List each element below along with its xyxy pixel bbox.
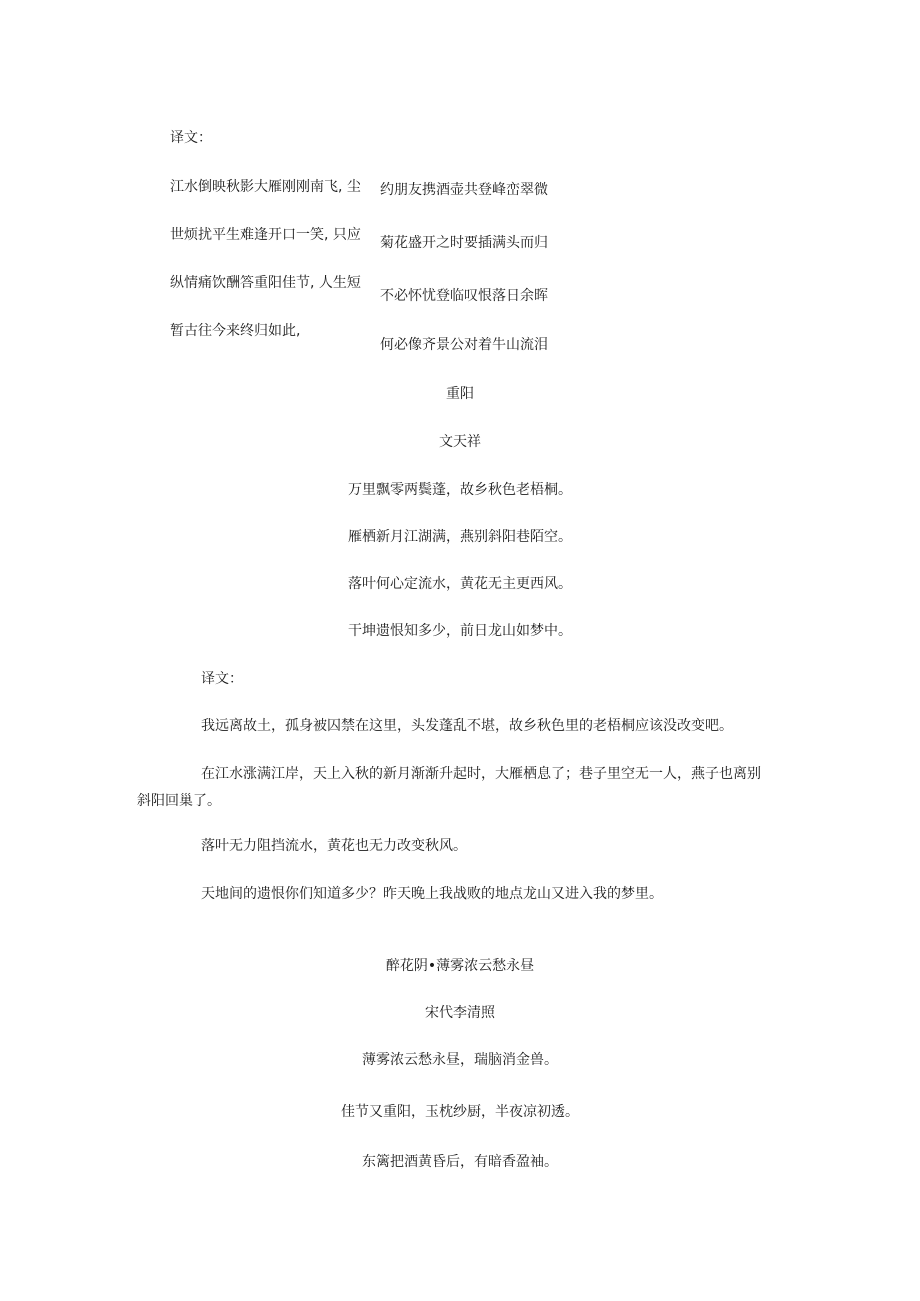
poem-title: 醉花阴•薄雾浓云愁永昼 [385,958,535,974]
poem-line: 干坤遗恨知多少，前日龙山如梦中。 [348,623,572,639]
poem-line: 雁栖新月江湖满，燕别斜阳巷陌空。 [348,529,572,545]
poem-line: 佳节又重阳，玉枕纱厨，半夜凉初透。 [341,1104,579,1120]
poem-line: 落叶何心定流水，黄花无主更西风。 [348,576,572,592]
translation-paragraph-continued: 斜阳回巢了。 [137,793,221,809]
translation-paragraph: 在江水涨满江岸，天上入秋的新月渐渐升起时，大雁栖息了；巷子里空无一人，燕子也离别 [201,766,761,782]
left-column-line: 江水倒映秋影大雁刚刚南飞, 尘 [170,179,361,195]
translation-paragraph: 天地间的遗恨你们知道多少？昨天晚上我战败的地点龙山又进入我的梦里。 [201,886,663,902]
translation-heading: 译文： [201,671,243,687]
right-column-line-clipped: 何必像齐景公对着牛山流泪 [380,337,548,353]
left-column-line: 纵情痛饮酬答重阳佳节, 人生短 [170,275,361,291]
clipped-line-container [380,335,580,353]
translation-heading: 译文： [170,130,212,146]
poem-author: 文天祥 [439,434,481,450]
left-column-line: 世烦扰平生难逢开口一笑, 只应 [170,227,361,243]
translation-paragraph: 落叶无力阻挡流水，黄花也无力改变秋风。 [201,838,467,854]
poem-line: 薄雾浓云愁永昼，瑞脑消金兽。 [362,1052,558,1068]
poem-author: 宋代李清照 [425,1005,495,1021]
right-column-line: 不必怀忧登临叹恨落日余晖 [380,288,548,304]
poem-line: 东篱把酒黄昏后，有暗香盈袖。 [362,1154,558,1170]
left-column-line: 暂古往今来终归如此, [170,323,301,339]
right-column-line: 约朋友携酒壶共登峰峦翠微 [380,182,548,198]
poem-title: 重阳 [446,386,474,402]
translation-paragraph: 我远离故土，孤身被囚禁在这里，头发蓬乱不堪，故乡秋色里的老梧桐应该没改变吧。 [201,718,733,734]
poem-line: 万里飘零两鬓蓬，故乡秋色老梧桐。 [348,482,572,498]
right-column-line: 菊花盛开之时要插满头而归 [380,235,548,251]
